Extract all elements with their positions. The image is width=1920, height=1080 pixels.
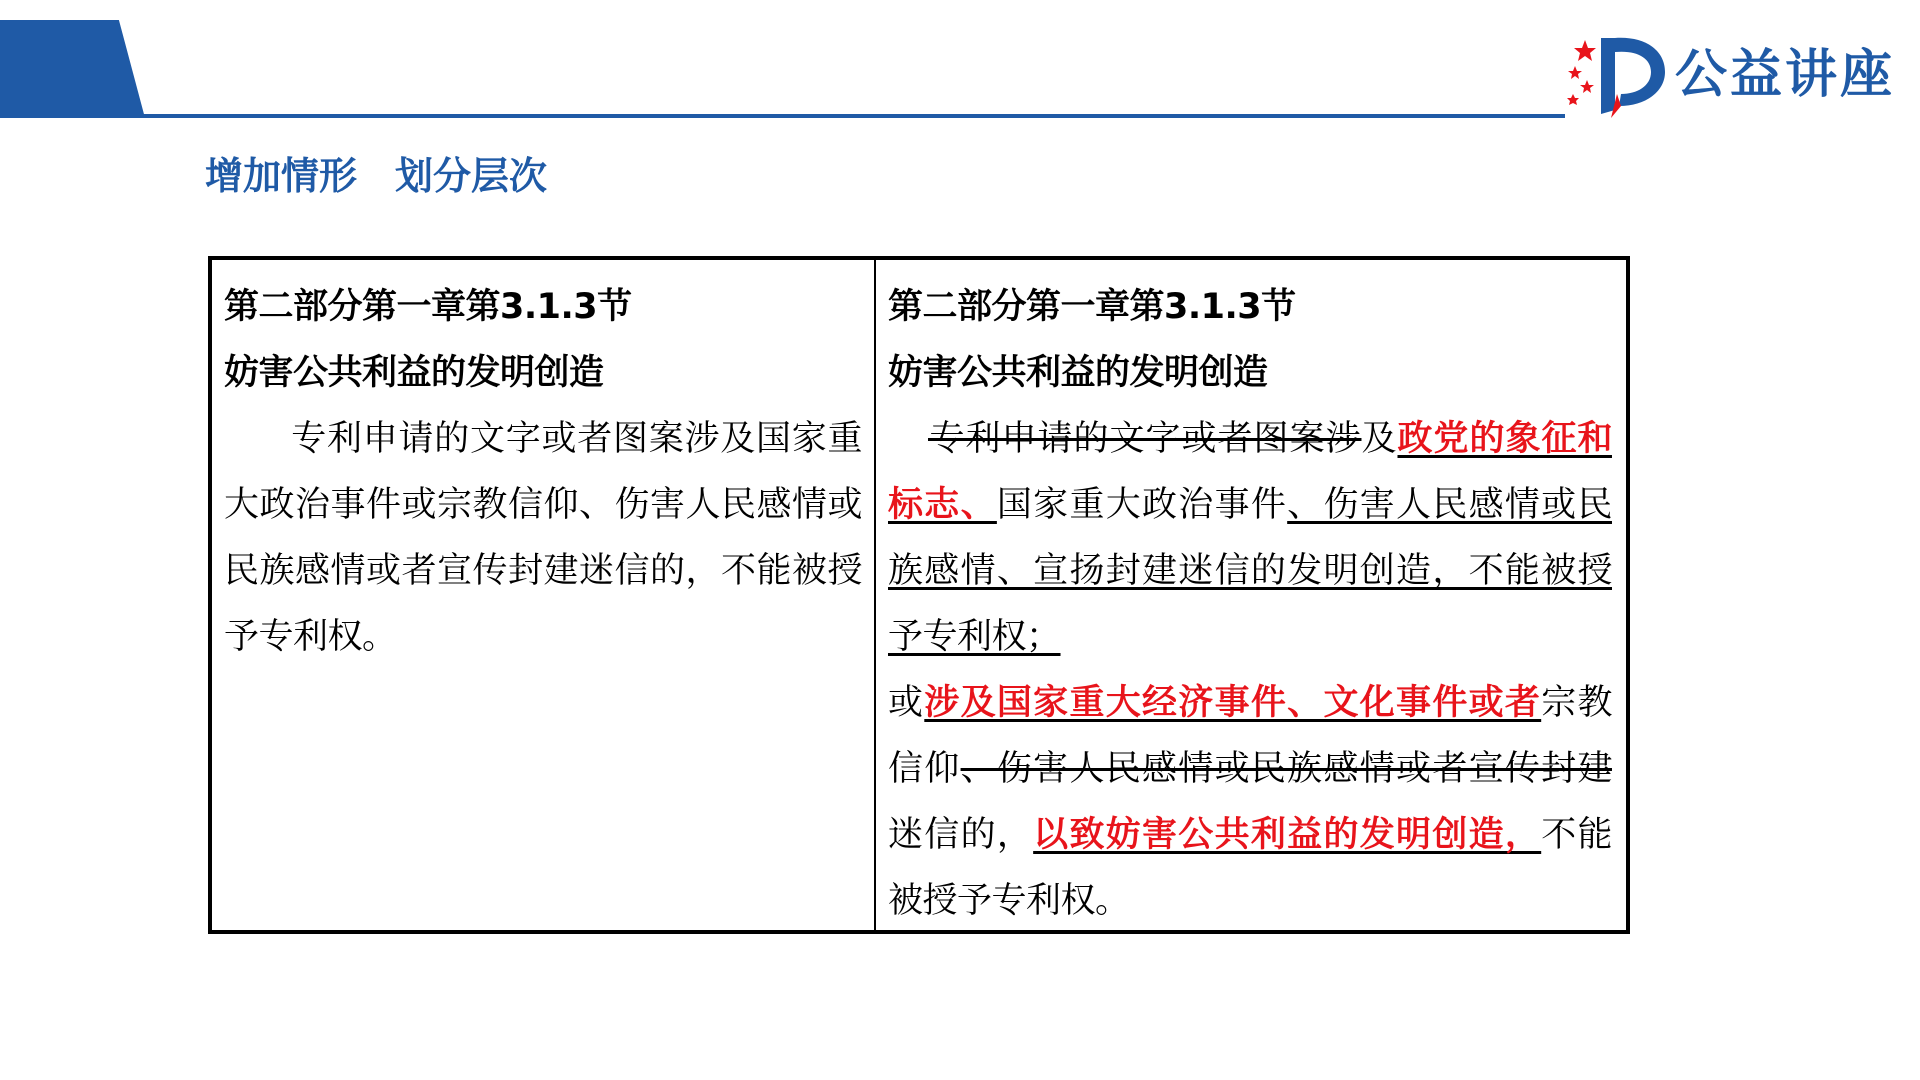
original-paragraph (224, 406, 862, 670)
modified-text: 、伤害人民感情或民族感情、宣扬封建迷信的发明创造，不能被授予专利权； (888, 485, 1612, 657)
deleted-text: 专利申请的文字或者图案涉 (928, 419, 1362, 459)
revised-section-title: 妨害公共利益的发明创造 (888, 353, 1268, 393)
revised-paragraph-1 (888, 406, 1612, 670)
p-letter-mark (1601, 38, 1665, 114)
red-star-icon (1574, 40, 1596, 61)
lecture-logo (1565, 32, 1905, 120)
original-body-text: 专利申请的文字或者图案涉及国家重大政治事件或宗教信仰、伤害人民感情或民族感情或者宣传封建迷信的，不能被授予专利权。 (224, 419, 862, 657)
added-text: 涉及国家重大经济事件、文化事件或者 (924, 683, 1542, 723)
kept-text: 国家重大政治事件 (996, 485, 1288, 525)
kept-text: 不能被授予专利权。 (888, 815, 1612, 921)
header-accent-tab (0, 20, 145, 118)
red-star-icon (1568, 66, 1582, 79)
original-section-heading: 第二部分第一章第3.1.3节 (224, 287, 632, 327)
revised-text-column (876, 260, 1626, 930)
revised-section-heading: 第二部分第一章第3.1.3节 (888, 287, 1296, 327)
revised-paragraph-2 (888, 670, 1612, 934)
added-text: 以致妨害公共利益的发明创造， (1033, 815, 1542, 855)
deleted-text: 、伤害人民感情或民族感情或者宣传封建 (960, 749, 1612, 789)
original-text-column (212, 260, 876, 930)
red-star-icon (1567, 94, 1579, 105)
comparison-table (208, 256, 1630, 934)
red-star-icon (1580, 80, 1594, 93)
logo-title: 公益讲座 (1675, 45, 1896, 105)
kept-text: 宗教信仰 (888, 683, 1612, 789)
patent-office-star-logo-icon (1565, 32, 1675, 120)
header-divider-line (0, 114, 1565, 118)
kept-text: 或 (888, 683, 925, 723)
added-text: 政党的象征和标志、 (888, 419, 1612, 525)
original-section-title: 妨害公共利益的发明创造 (224, 353, 604, 393)
kept-text: 及 (1361, 419, 1398, 459)
kept-text: 迷信的， (888, 815, 1034, 855)
slide-subtitle: 增加情形 划分层次 (205, 154, 548, 198)
